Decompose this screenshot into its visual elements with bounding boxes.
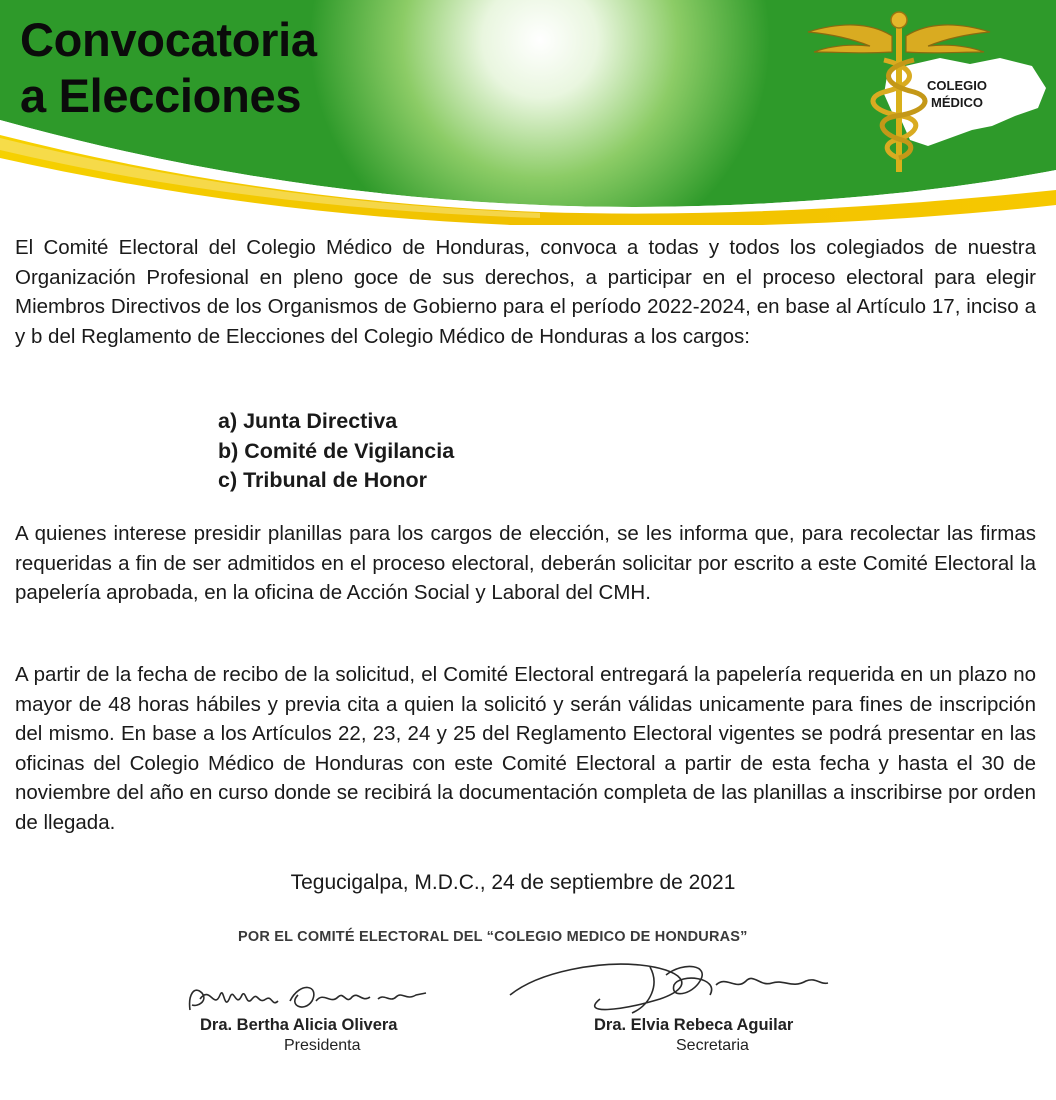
positions-list — [218, 407, 454, 496]
signatory-name: Dra. Bertha Alicia Olivera — [200, 1016, 398, 1034]
title-line-1: Convocatoria — [20, 13, 317, 66]
signatory-role: Presidenta — [284, 1037, 361, 1054]
signatory-left — [200, 1016, 436, 1055]
paragraph-3: A partir de la fecha de recibo de la solicitud, el Comité Electoral entregará la papelería requerida en un plazo no mayor de 48 horas hábiles y previa cita a quien la solicitó y serán válidas unicamente para fines de inscripción del mismo. En base a los Artículos 22, 23, 24 y 25 del Reglamento Electoral vigentes se podrá presentar en las oficinas del Colegio Médico de Honduras con este Comité Electoral a partir de esta fecha y hasta el 30 de noviembre del año en curso donde se recibirá la documentación completa de las planillas a inscribirse por orden de llegada. — [15, 663, 1036, 834]
paragraph-2: A quienes interese presidir planillas para los cargos de elección, se les informa que, para recolectar las firmas requeridas a fin de ser admitidos en el proceso electoral, deberán solicitar por escrito a este Comité Electoral la papelería aprobada, en la oficina de Acción Social y Laboral del CMH. — [15, 522, 1036, 605]
title-line-2: a Elecciones — [20, 69, 302, 122]
logo-text-medico: MÉDICO — [931, 95, 983, 110]
position-item: a) Junta Directiva — [218, 409, 398, 433]
intro-paragraph: El Comité Electoral del Colegio Médico de Honduras, convoca a todas y todos los colegiados de nuestra Organización Profesional en pleno goce de sus derechos, a participar en el proceso electoral para elegir Miembros Directivos de los Organismos de Gobierno para el período 2022-2024, en base al Artículo 17, inciso a y b del Reglamento de Elecciones del Colegio Médico de Honduras a los cargos: — [15, 236, 1036, 348]
colegio-medico-logo — [800, 8, 1050, 176]
signatures-graphic — [180, 955, 880, 1025]
signature-right — [510, 964, 828, 1013]
header-banner — [0, 0, 1056, 225]
position-item: c) Tribunal de Honor — [218, 468, 428, 492]
position-item: b) Comité de Vigilancia — [218, 438, 455, 463]
committee-line: POR EL COMITÉ ELECTORAL DEL “COLEGIO MEDICO DE HONDURAS” — [238, 929, 748, 945]
signature-left — [190, 987, 426, 1010]
date-line: Tegucigalpa, M.D.C., 24 de septiembre de 2021 — [290, 871, 736, 894]
page-title — [20, 12, 317, 124]
signatory-right — [594, 1016, 834, 1055]
logo-text-colegio: COLEGIO — [927, 78, 987, 93]
signatory-role: Secretaria — [676, 1037, 749, 1054]
signatory-name: Dra. Elvia Rebeca Aguilar — [594, 1016, 794, 1034]
